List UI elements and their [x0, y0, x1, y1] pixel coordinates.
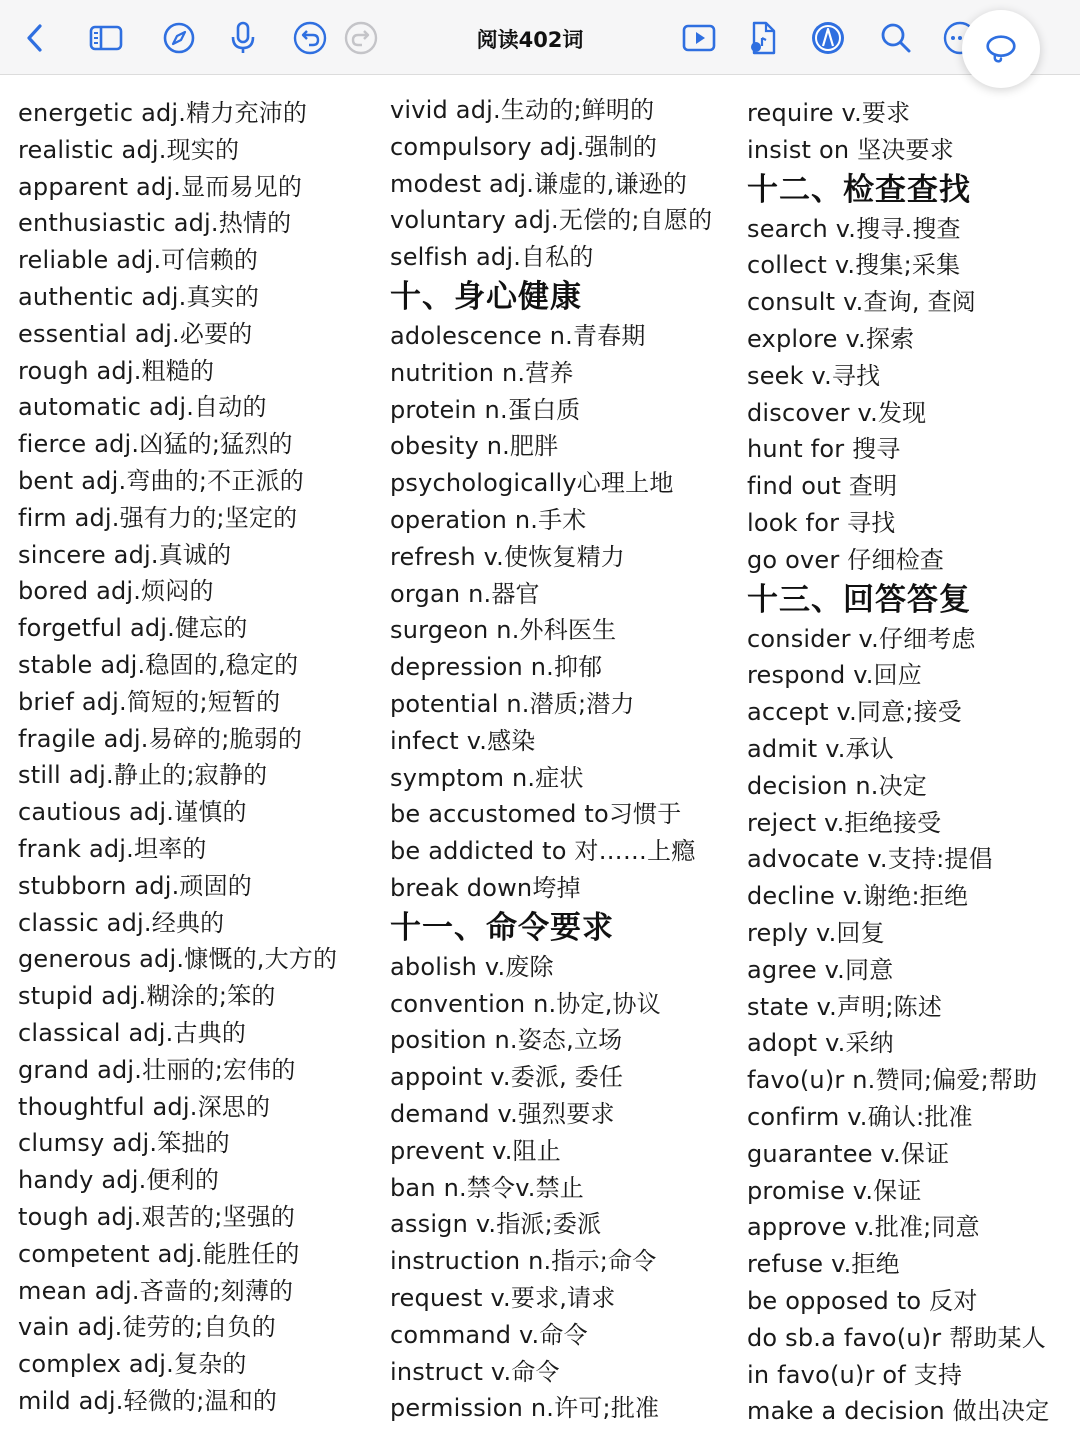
vocab-entry: permission n.许可;批准 [390, 1394, 660, 1423]
sidebar-icon [88, 20, 124, 56]
vocab-entry: instruction n.指示;命令 [390, 1247, 657, 1276]
vocab-entry: modest adj.谦虚的,谦逊的 [390, 169, 688, 198]
undo-icon [292, 20, 328, 56]
vocab-entry: vain adj.徒劳的;自负的 [18, 1313, 276, 1342]
play-icon [681, 20, 717, 56]
vocab-entry: seek v.寻找 [747, 361, 881, 390]
vocab-entry: consult v.查询, 查阅 [747, 288, 976, 317]
vocab-entry: require v.要求 [747, 99, 911, 127]
sidebar-button[interactable] [86, 18, 126, 58]
microphone-icon [225, 20, 261, 56]
vocab-entry: adopt v.采纳 [747, 1029, 894, 1058]
vocab-entry: decline v.谢绝:拒绝 [747, 882, 969, 911]
vocab-entry: frank adj.坦率的 [18, 834, 207, 863]
vocab-entry: assign v.指派;委派 [390, 1210, 602, 1239]
vocab-entry: advocate v.支持:提倡 [747, 845, 993, 874]
pen-circle-icon [810, 20, 846, 56]
vocab-entry: handy adj.便利的 [18, 1166, 220, 1195]
vocab-entry: bored adj.烦闷的 [18, 577, 214, 606]
vocab-entry: infect v.感染 [390, 726, 536, 755]
vocab-entry: favo(u)r n.赞同;偏爱;帮助 [747, 1066, 1038, 1095]
dictation-button[interactable] [223, 18, 263, 58]
vocab-entry: discover v.发现 [747, 398, 927, 427]
undo-button[interactable] [290, 18, 330, 58]
vocab-entry: authentic adj.真实的 [18, 282, 260, 311]
vocab-entry: cautious adj.谨慎的 [18, 798, 247, 827]
document-audio-icon [745, 20, 781, 56]
vocab-entry: generous adj.慷慨的,大方的 [18, 945, 338, 974]
vocab-entry: mean adj.吝啬的;刻薄的 [18, 1276, 294, 1305]
section-heading: 十、身心健康 [390, 278, 582, 315]
vocab-entry: go over 仔细检查 [747, 545, 945, 574]
vocab-entry: stupid adj.糊涂的;笨的 [18, 982, 276, 1011]
vocabulary-column-2 [390, 92, 735, 1427]
vocab-entry: consider v.仔细考虑 [747, 624, 976, 653]
vocab-entry: mild adj.轻微的;温和的 [18, 1386, 278, 1415]
vocab-entry: reject v.拒绝接受 [747, 808, 942, 837]
vocab-entry: reply v.回复 [747, 918, 885, 947]
section-heading: 十一、命令要求 [390, 909, 614, 946]
section-heading: 十二、检查查找 [747, 171, 971, 208]
vocab-entry: obesity n.肥胖 [390, 432, 559, 461]
vocab-entry: essential adj.必要的 [18, 319, 253, 348]
vocab-entry: guarantee v.保证 [747, 1139, 950, 1168]
vocab-entry: accept v.同意;接受 [747, 698, 962, 727]
vocab-entry: still adj.静止的;寂静的 [18, 761, 268, 790]
document-audio-button[interactable] [743, 18, 783, 58]
vocab-entry: request v.要求,请求 [390, 1283, 616, 1312]
vocab-entry: fierce adj.凶猛的;猛烈的 [18, 430, 293, 459]
redo-icon [343, 20, 379, 56]
vocab-entry: fragile adj.易碎的;脆弱的 [18, 724, 303, 753]
vocab-entry: operation n.手术 [390, 505, 587, 534]
vocab-entry: nutrition n.营养 [390, 358, 574, 387]
compass-icon [161, 20, 197, 56]
back-button[interactable] [16, 18, 56, 58]
vocab-entry: refresh v.使恢复精力 [390, 542, 625, 571]
toolbar [0, 0, 1080, 75]
vocab-entry: approve v.批准;同意 [747, 1213, 980, 1242]
vocab-entry: be accustomed to习惯于 [390, 800, 682, 829]
vocab-entry: vivid adj.生动的;鲜明的 [390, 96, 655, 124]
vocab-entry: demand v.强烈要求 [390, 1099, 615, 1128]
vocab-entry: command v.命令 [390, 1320, 588, 1349]
vocab-entry: hunt for 搜寻 [747, 435, 901, 464]
play-button[interactable] [679, 18, 719, 58]
vocab-entry: decision n.决定 [747, 771, 927, 800]
vocab-entry: energetic adj.精力充沛的 [18, 99, 308, 127]
vocab-entry: make a decision 做出决定 [747, 1397, 1050, 1426]
lasso-icon [982, 30, 1020, 68]
vocab-entry: do sb.a favo(u)r 帮助某人 [747, 1323, 1046, 1352]
vocab-entry: state v.声明;陈述 [747, 992, 943, 1021]
vocab-entry: symptom n.症状 [390, 763, 584, 792]
search-button[interactable] [876, 18, 916, 58]
vocab-entry: promise v.保证 [747, 1176, 922, 1205]
vocab-entry: sincere adj.真诚的 [18, 540, 232, 569]
vocab-entry: classic adj.经典的 [18, 908, 225, 937]
vocab-entry: realistic adj.现实的 [18, 135, 240, 164]
vocab-entry: find out 查明 [747, 472, 898, 501]
vocab-entry: ban n.禁令v.禁止 [390, 1173, 584, 1202]
vocab-entry: adolescence n.青春期 [390, 321, 646, 350]
vocab-entry: rough adj.粗糙的 [18, 356, 215, 385]
vocab-entry: collect v.搜集;采集 [747, 251, 961, 280]
vocab-entry: brief adj.简短的;短暂的 [18, 687, 281, 716]
vocab-entry: voluntary adj.无偿的;自愿的 [390, 206, 713, 235]
vocab-entry: instruct v.命令 [390, 1357, 560, 1386]
vocab-entry: classical adj.古典的 [18, 1018, 247, 1047]
document-title: 阅读402词 [476, 28, 584, 52]
navigate-button[interactable] [159, 18, 199, 58]
vocab-entry: be addicted to 对……上瘾 [390, 837, 696, 866]
vocab-entry: break down垮掉 [390, 873, 581, 902]
section-heading: 十三、回答答复 [747, 581, 971, 618]
vocab-entry: bent adj.弯曲的;不正派的 [18, 466, 304, 495]
vocab-entry: abolish v.废除 [390, 952, 554, 981]
vocab-entry: agree v.同意 [747, 955, 894, 984]
vocab-entry: position n.姿态,立场 [390, 1026, 623, 1055]
vocabulary-column-1 [18, 95, 378, 1420]
lasso-button[interactable] [962, 10, 1040, 88]
vocab-entry: stable adj.稳固的,稳定的 [18, 650, 299, 679]
vocab-entry: appoint v.委派, 委任 [390, 1063, 624, 1092]
vocab-entry: apparent adj.显而易见的 [18, 172, 303, 201]
vocab-entry: compulsory adj.强制的 [390, 132, 658, 161]
vocab-entry: prevent v.阻止 [390, 1136, 561, 1165]
vocab-entry: admit v.承认 [747, 734, 894, 763]
vocab-entry: be opposed to 反对 [747, 1286, 978, 1315]
vocab-entry: selfish adj.自私的 [390, 243, 594, 272]
vocab-entry: psychologically心理上地 [390, 469, 674, 498]
vocab-entry: protein n.蛋白质 [390, 395, 581, 424]
vocab-entry: competent adj.能胜任的 [18, 1239, 300, 1268]
vocab-entry: organ n.器官 [390, 579, 540, 608]
vocab-entry: complex adj.复杂的 [18, 1350, 247, 1379]
vocab-entry: stubborn adj.顽固的 [18, 871, 253, 900]
vocab-entry: thoughtful adj.深思的 [18, 1092, 271, 1121]
vocab-entry: in favo(u)r of 支持 [747, 1360, 963, 1389]
vocab-entry: insist on 坚决要求 [747, 135, 954, 164]
vocab-entry: forgetful adj.健忘的 [18, 614, 248, 643]
vocab-entry: convention n.协定,协议 [390, 989, 661, 1018]
markup-button[interactable] [808, 18, 848, 58]
search-icon [878, 20, 914, 56]
back-chevron-icon [18, 20, 54, 56]
vocab-entry: reliable adj.可信赖的 [18, 246, 259, 275]
vocab-entry: search v.搜寻.搜查 [747, 214, 961, 243]
vocab-entry: automatic adj.自动的 [18, 393, 267, 422]
redo-button[interactable] [341, 18, 381, 58]
vocab-entry: depression n.抑郁 [390, 653, 603, 682]
vocab-entry: surgeon n.外科医生 [390, 616, 617, 645]
vocab-entry: respond v.回应 [747, 661, 922, 690]
vocab-entry: look for 寻找 [747, 508, 896, 537]
vocab-entry: confirm v.确认:批准 [747, 1102, 973, 1131]
vocab-entry: enthusiastic adj.热情的 [18, 209, 292, 238]
vocab-entry: potential n.潜质;潜力 [390, 689, 635, 718]
vocab-entry: clumsy adj.笨拙的 [18, 1129, 230, 1158]
vocabulary-column-3 [747, 95, 1077, 1430]
vocab-entry: firm adj.强有力的;坚定的 [18, 503, 298, 532]
vocab-entry: tough adj.艰苦的;坚强的 [18, 1202, 296, 1231]
vocab-entry: grand adj.壮丽的;宏伟的 [18, 1055, 296, 1084]
vocab-entry: explore v.探索 [747, 324, 915, 353]
vocab-entry: refuse v.拒绝 [747, 1250, 900, 1279]
